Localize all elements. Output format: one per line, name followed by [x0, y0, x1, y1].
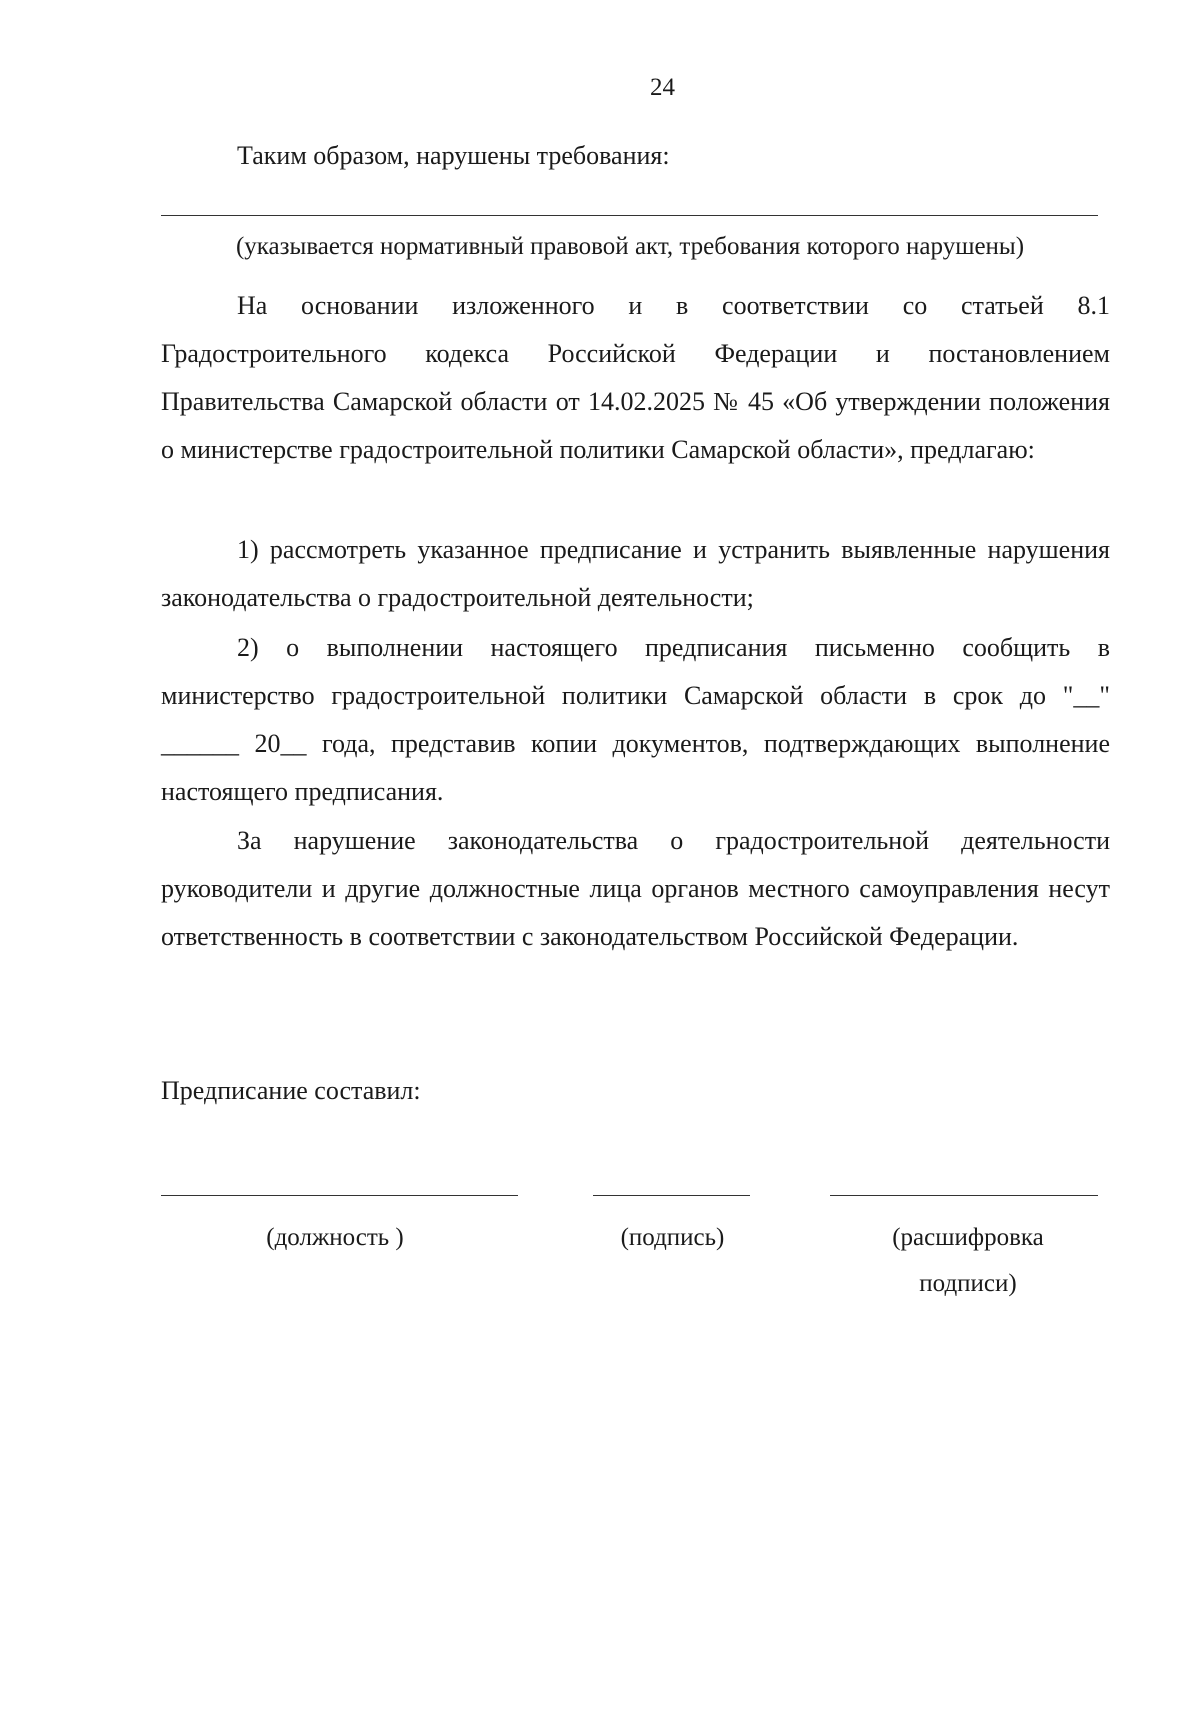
sign-label: (подпись)	[620, 1224, 725, 1251]
decoding-label: (расшифровка подписи)	[892, 1224, 1044, 1297]
item-2: 2) о выполнении настоящего предписания письменно сообщить в министерство градостроительной политики Самарской области в срок до "__" ______ 20__ года, представив копии документов, подтверждающих выполнение настоящего предписания.	[161, 633, 1110, 806]
position-line	[161, 1195, 518, 1196]
signature-heading: Предписание составил:	[161, 1076, 421, 1105]
item-1: 1) рассмотреть указанное предписание и устранить выявленные нарушения законодательства о градостроительной деятельности;	[161, 535, 1110, 612]
intro-line: Таким образом, нарушены требования:	[237, 141, 670, 170]
liability-paragraph: За нарушение законодательства о градостроительной деятельности руководители и другие должностные лица органов местного самоуправления несут ответственность в соответствии с законодательством Российской Федерации.	[161, 826, 1110, 951]
sign-line	[593, 1195, 750, 1196]
blank-hint: (указывается нормативный правовой акт, требования которого нарушены)	[235, 233, 1025, 260]
page-number: 24	[650, 74, 675, 101]
decoding-line	[830, 1195, 1098, 1196]
position-label: (должность )	[266, 1224, 404, 1251]
basis-paragraph: На основании изложенного и в соответствии со статьей 8.1 Градостроительного кодекса Российской Федерации и постановлением Правительства Самарской области от 14.02.2025 № 45 «Об утверждении положения о министерстве градостроительной политики Самарской области», предлагаю:	[161, 291, 1110, 464]
requirements-blank-line	[161, 215, 1098, 216]
